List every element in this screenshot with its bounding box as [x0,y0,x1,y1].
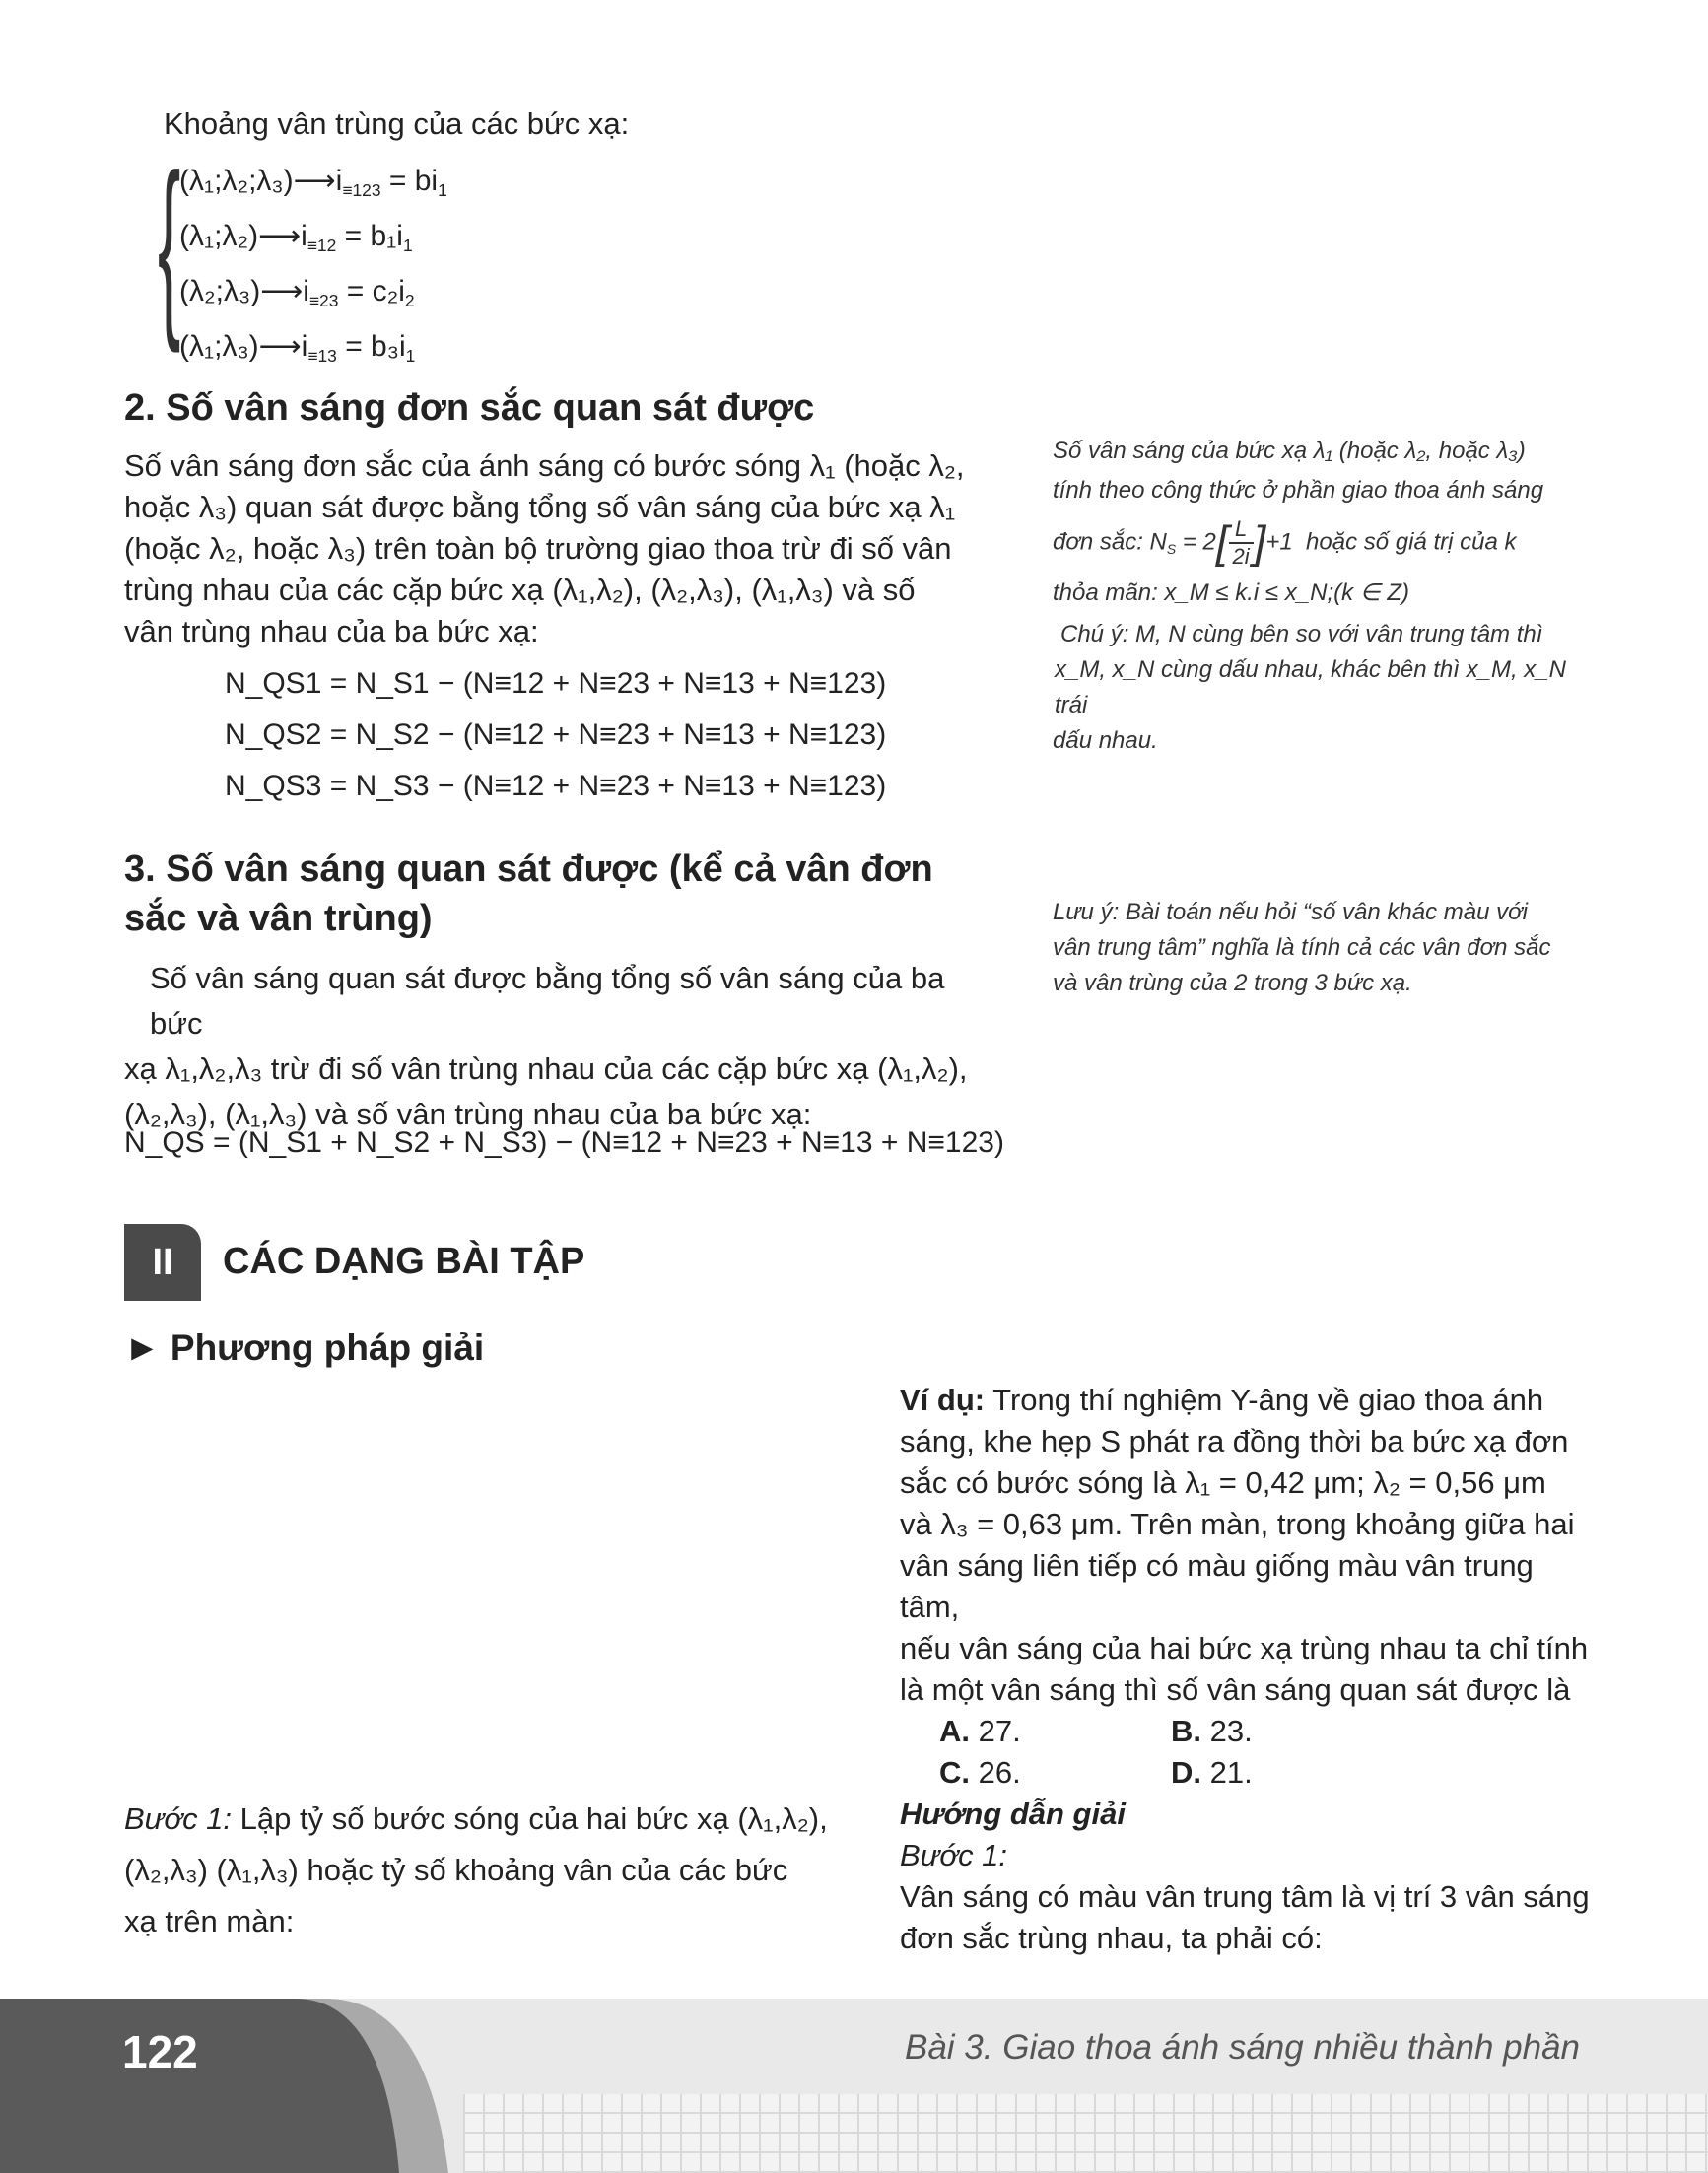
ns-label: đơn sắc: N [1053,528,1167,556]
system-row-4: $(\lambda_1;\lambda_3)⟶i_{\equiv 13} = b_3i_1$ [179,330,416,367]
para-line: Số vân sáng đơn sắc của ánh sáng có bước sóng λ₁ (hoặc λ₂, [124,448,965,483]
footer-corner-shape [0,1999,463,2173]
i-symbol: i [303,275,309,307]
example-line: nếu vân sáng của hai bức xạ trùng nhau ta chỉ tính [900,1631,1589,1665]
note-formula-line: đơn sắc: $N_S = 2$[ $\frac{L}{2i}$ ]+1 hoặc số giá trị của k [1053,516,1517,569]
note-line: Chú ý: M, N cùng bên so với vân trung tâm thì [1060,621,1543,647]
para-line: xạ λ₁,λ₂,λ₃ trừ đi số vân trùng nhau của các cặp bức xạ (λ₁,λ₂), [124,1052,968,1086]
chapter-title: Bài 3. Giao thoa ánh sáng nhiều thành phần [905,2028,1580,2067]
eq-nqs1: N_QS1 = N_S1 − (N≡12 + N≡23 + N≡13 + N≡123) [225,667,887,700]
example-line: sáng, khe hẹp S phát ra đồng thời ba bức xạ đơn [900,1424,1569,1459]
step-line: xạ trên màn: [124,1904,295,1938]
option-value: 23. [1201,1714,1253,1748]
side-note-2 [1053,895,1605,1001]
step-line: Vân sáng có màu vân trung tâm là vị trí 3 vân sáng [900,1879,1590,1914]
system-row-3: $(\lambda_2;\lambda_3)⟶i_{\equiv 23} = c_2i_2$ [179,275,415,311]
option-value: 27. [970,1714,1021,1748]
example-line: sắc có bước sóng là λ₁ = 0,42 μm; λ₂ = 0,56 μm [900,1465,1546,1500]
options-row-2 [900,1752,1590,1794]
system-row-2: $(\lambda_1;\lambda_2)⟶i_{\equiv 12} = b_1i_1$ [179,220,413,256]
note-line: dấu nhau. [1053,727,1158,754]
left-step-block [124,1794,854,1947]
rhs-sub: 1 [402,236,413,256]
rhs-text: = b₃i [345,330,406,363]
page-number: 122 [122,2026,198,2077]
note-tail: hoặc số giá trị của k [1306,528,1517,556]
para-line: trùng nhau của các cặp bức xạ (λ₁,λ₂), (λ₂,λ₃), (λ₁,λ₃) và số [124,573,916,607]
note-line: vân trung tâm” nghĩa là tính cả các vân đơn sắc [1053,934,1551,961]
i-sub: ≡23 [308,291,339,311]
section-3-heading-2: sắc và vân trùng) [124,898,433,939]
para-line: (hoặc λ₂, hoặc λ₃) trên toàn bộ trường giao thoa trừ đi số vân [124,531,952,566]
i-sub: ≡12 [307,236,337,256]
note-line: và vân trùng của 2 trong 3 bức xạ. [1053,970,1412,996]
rhs-sub: 2 [404,291,415,311]
para-line: (λ₂,λ₃), (λ₁,λ₃) và số vân trùng nhau của ba bức xạ: [124,1097,812,1131]
example-line: là một vân sáng thì số vân sáng quan sát được là [900,1672,1571,1707]
section-3-body [124,956,991,1137]
option-value: 26. [970,1755,1021,1790]
example-line: và λ₃ = 0,63 μm. Trên màn, trong khoảng giữa hai [900,1507,1575,1541]
rhs-text: = c₂i [346,275,405,307]
section-ii-title: CÁC DẠNG BÀI TẬP [223,1241,585,1282]
pair-text: (λ₂;λ₃) [179,275,261,307]
step-text: Lập tỷ số bước sóng của hai bức xạ (λ₁,λ₂), [232,1801,828,1836]
guide-heading: Hướng dẫn giải [900,1797,1126,1831]
example-block [900,1380,1590,1959]
section-2-body [124,445,982,652]
i-sub: ≡123 [342,180,381,201]
intro-line: Khoảng vân trùng của các bức xạ: [164,106,630,141]
option-key: C. [939,1755,970,1790]
option-d [1171,1752,1402,1794]
note-line: Lưu ý: Bài toán nếu hỏi “số vân khác màu với [1053,899,1528,925]
eq-nqs2: N_QS2 = N_S2 − (N≡12 + N≡23 + N≡13 + N≡123) [225,718,887,751]
option-b [1171,1711,1402,1752]
step-line: đơn sắc trùng nhau, ta phải có: [900,1921,1323,1955]
para-line: hoặc λ₃) quan sát được bằng tổng số vân sáng của bức xạ λ₁ [124,490,956,524]
i-symbol: i [335,165,343,197]
frac-num: L [1229,516,1254,544]
system-row-1: $(\lambda_1;\lambda_2;\lambda_3)⟶i_{\equiv 123} = bi_1$ [179,165,447,201]
i-sub: ≡13 [307,346,337,367]
pair-text: (λ₁;λ₂) [179,220,259,252]
note-line: x_M, x_N cùng dấu nhau, khác bên thì x_M, x_N trái [1055,656,1566,718]
section-3-heading-1: 3. Số vân sáng quan sát được (kể cả vân đơn [124,849,933,890]
option-key: A. [939,1714,970,1748]
section-ii-badge: II [124,1224,201,1301]
note-line: Số vân sáng của bức xạ λ₁ (hoặc λ₂, hoặc λ₃) [1053,438,1526,464]
example-label: Ví dụ: [900,1383,986,1417]
rhs-text: = b₁i [344,220,403,252]
para-line: vân trùng nhau của ba bức xạ: [124,614,539,648]
footer-grid-pattern [463,2094,1708,2173]
rhs-sub: 1 [438,180,447,201]
rhs-sub: 1 [405,346,416,367]
note-line: tính theo công thức ở phần giao thoa ánh sáng [1053,477,1544,504]
option-value: 21. [1201,1755,1253,1790]
eq-nqs3: N_QS3 = N_S3 − (N≡12 + N≡23 + N≡13 + N≡123) [225,770,887,802]
l-over-2i [1229,516,1254,570]
pair-text: (λ₁;λ₃) [179,330,259,363]
eq-nqs-total: N_QS = (N_S1 + N_S2 + N_S3) − (N≡12 + N≡23 + N≡13 + N≡123) [124,1126,1004,1159]
pair-text: (λ₁;λ₂;λ₃) [179,165,294,197]
rhs-text: = bi [388,165,439,197]
option-c [939,1752,1171,1794]
option-key: B. [1171,1714,1201,1748]
i-symbol: i [301,220,307,252]
note-line: thỏa mãn: x_M ≤ k.i ≤ x_N;(k ∈ Z) [1053,579,1409,606]
example-line: vân sáng liên tiếp có màu giống màu vân trung tâm, [900,1548,1534,1624]
option-a [939,1711,1171,1752]
left-step-line-1 [124,1794,854,1845]
option-key: D. [1171,1755,1201,1790]
step-label: Bước 1: [900,1838,1008,1872]
example-line-1 [900,1380,1590,1421]
options-row-1 [900,1711,1590,1752]
step-label: Bước 1: [124,1801,233,1836]
i-symbol: i [301,330,308,363]
example-text: Trong thí nghiệm Y-âng về giao thoa ánh [985,1383,1544,1417]
section-2-heading: 2. Số vân sáng đơn sắc quan sát được [124,387,815,429]
para-line: Số vân sáng quan sát được bằng tổng số vân sáng của ba bức [150,961,945,1041]
side-note-1 [1053,434,1605,759]
step-line: (λ₂,λ₃) (λ₁,λ₃) hoặc tỷ số khoảng vân của các bức [124,1853,788,1887]
method-heading: ► Phương pháp giải [124,1327,485,1368]
frac-den: 2i [1232,544,1250,569]
left-brace: { [158,134,181,354]
